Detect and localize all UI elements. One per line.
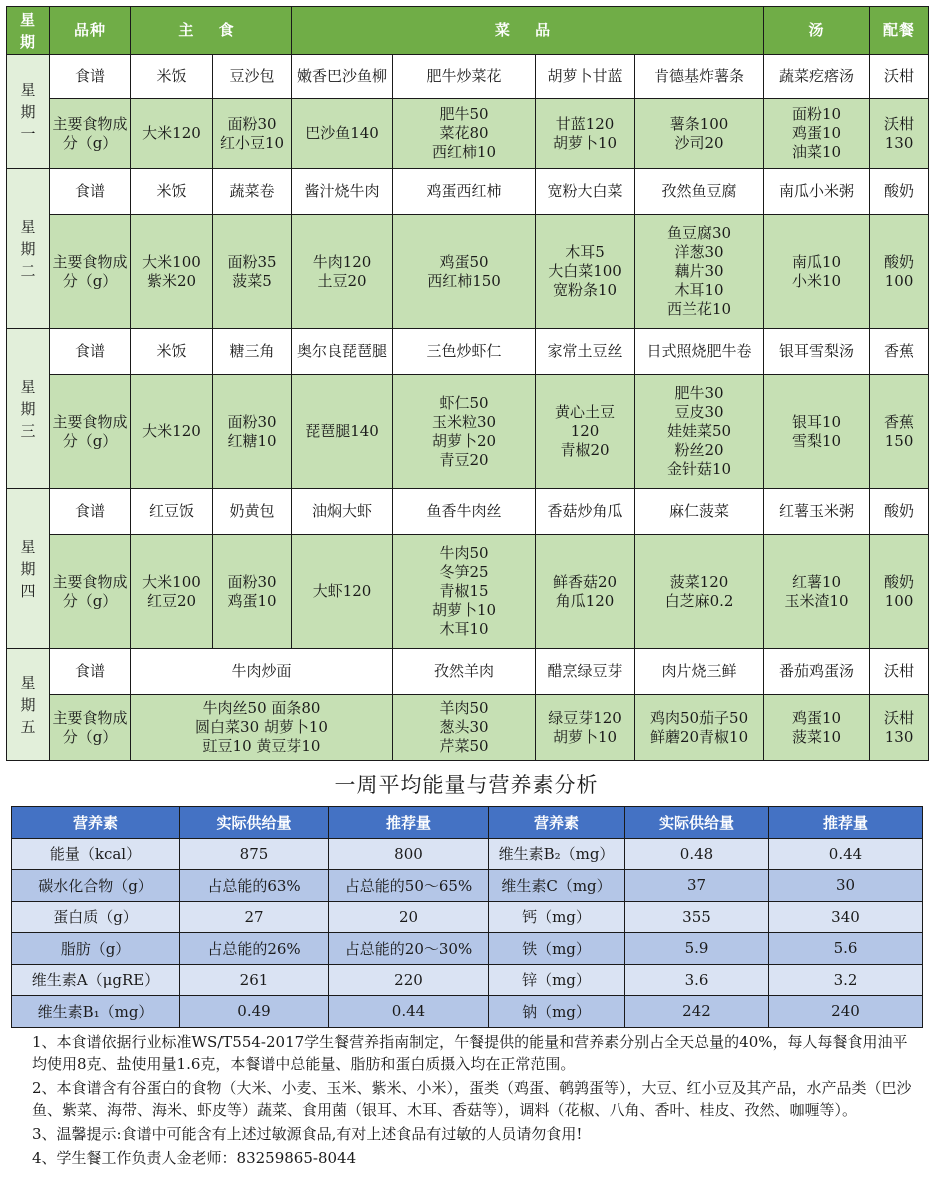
nutrition-header: 营养素 bbox=[489, 807, 625, 839]
tuesday-recipe-row bbox=[7, 169, 929, 215]
recipe-cell: 嫩香巴沙鱼柳 bbox=[292, 55, 393, 99]
recipe-cell: 米饭 bbox=[131, 169, 213, 215]
recommended-value: 20 bbox=[329, 901, 489, 933]
actual-value: 242 bbox=[625, 996, 769, 1028]
nutrition-header: 实际供给量 bbox=[180, 807, 329, 839]
actual-value: 37 bbox=[625, 870, 769, 902]
nutrient-name: 维生素A（μgRE） bbox=[12, 964, 180, 996]
note-item: 4、学生餐工作负责人金老师：83259865-8044 bbox=[32, 1149, 357, 1167]
ingredient-cell: 沃柑 130 bbox=[870, 99, 929, 169]
recipe-cell: 豆沙包 bbox=[213, 55, 292, 99]
nutrient-name: 锌（mg） bbox=[489, 964, 625, 996]
recipe-cell: 酸奶 bbox=[870, 489, 929, 535]
recipe-cell: 奶黄包 bbox=[213, 489, 292, 535]
ingredient-cell: 巴沙鱼140 bbox=[292, 99, 393, 169]
ingredient-cell: 鸡肉50茄子50 鲜蘑20青椒10 bbox=[635, 695, 764, 761]
nutrition-row bbox=[12, 838, 923, 870]
ingredient-cell: 黄心土豆 120 青椒20 bbox=[536, 375, 635, 489]
header-day: 星期 bbox=[7, 7, 50, 55]
day-label-wednesday: 星期三 bbox=[7, 329, 50, 489]
ingredient-cell: 红薯10 玉米渣10 bbox=[764, 535, 870, 649]
actual-value: 0.48 bbox=[625, 838, 769, 870]
recipe-cell: 宽粉大白菜 bbox=[536, 169, 635, 215]
ingredient-cell: 羊肉50 葱头30 芹菜50 bbox=[393, 695, 536, 761]
actual-value: 占总能的63% bbox=[180, 870, 329, 902]
actual-value: 占总能的26% bbox=[180, 933, 329, 965]
nutrient-name: 能量（kcal） bbox=[12, 838, 180, 870]
ingredient-cell: 银耳10 雪梨10 bbox=[764, 375, 870, 489]
ingredient-cell: 薯条100 沙司20 bbox=[635, 99, 764, 169]
recipe-cell: 麻仁菠菜 bbox=[635, 489, 764, 535]
ingredient-cell: 沃柑 130 bbox=[870, 695, 929, 761]
recipe-cell: 家常土豆丝 bbox=[536, 329, 635, 375]
recipe-cell: 红豆饭 bbox=[131, 489, 213, 535]
nutrition-row bbox=[12, 933, 923, 965]
ingredients-label: 主要食物成分（g） bbox=[50, 215, 131, 329]
nutrition-header: 推荐量 bbox=[329, 807, 489, 839]
nutrition-row bbox=[12, 870, 923, 902]
recipe-cell: 沃柑 bbox=[870, 649, 929, 695]
recipe-cell: 肥牛炒菜花 bbox=[393, 55, 536, 99]
header-soup: 汤 bbox=[764, 7, 870, 55]
recipe-cell: 奥尔良琵琶腿 bbox=[292, 329, 393, 375]
recipe-cell: 银耳雪梨汤 bbox=[764, 329, 870, 375]
recipe-cell: 蔬菜卷 bbox=[213, 169, 292, 215]
nutrient-name: 铁（mg） bbox=[489, 933, 625, 965]
ingredient-cell: 酸奶 100 bbox=[870, 535, 929, 649]
ingredient-cell: 大虾120 bbox=[292, 535, 393, 649]
actual-value: 261 bbox=[180, 964, 329, 996]
recommended-value: 30 bbox=[769, 870, 923, 902]
nutrition-header: 推荐量 bbox=[769, 807, 923, 839]
ingredient-cell: 南瓜10 小米10 bbox=[764, 215, 870, 329]
ingredient-cell: 菠菜120 白芝麻0.2 bbox=[635, 535, 764, 649]
nutrition-row bbox=[12, 901, 923, 933]
ingredient-cell: 大米120 bbox=[131, 375, 213, 489]
actual-value: 3.6 bbox=[625, 964, 769, 996]
recipe-cell: 孜然鱼豆腐 bbox=[635, 169, 764, 215]
recipe-label: 食谱 bbox=[50, 55, 131, 99]
actual-value: 0.49 bbox=[180, 996, 329, 1028]
ingredient-cell: 香蕉 150 bbox=[870, 375, 929, 489]
nutrient-name: 碳水化合物（g） bbox=[12, 870, 180, 902]
ingredient-cell: 绿豆芽120 胡萝卜10 bbox=[536, 695, 635, 761]
recipe-cell: 香菇炒角瓜 bbox=[536, 489, 635, 535]
ingredient-cell: 甘蓝120 胡萝卜10 bbox=[536, 99, 635, 169]
ingredient-cell: 面粉10 鸡蛋10 油菜10 bbox=[764, 99, 870, 169]
ingredient-cell: 面粉30 红小豆10 bbox=[213, 99, 292, 169]
recommended-value: 240 bbox=[769, 996, 923, 1028]
recipe-cell: 红薯玉米粥 bbox=[764, 489, 870, 535]
recipe-cell: 孜然羊肉 bbox=[393, 649, 536, 695]
nutrition-title: 一周平均能量与营养素分析 bbox=[334, 773, 599, 797]
nutrition-row bbox=[12, 996, 923, 1028]
monday-ingredient-row bbox=[7, 99, 929, 169]
header-dishes: 菜 品 bbox=[292, 7, 764, 55]
nutrition-table bbox=[11, 806, 923, 1028]
recipe-cell: 米饭 bbox=[131, 55, 213, 99]
day-label-monday: 星期一 bbox=[7, 55, 50, 169]
recipe-cell: 香蕉 bbox=[870, 329, 929, 375]
recipe-cell: 番茄鸡蛋汤 bbox=[764, 649, 870, 695]
ingredient-cell: 牛肉50 冬笋25 青椒15 胡萝卜10 木耳10 bbox=[393, 535, 536, 649]
recipe-cell: 胡萝卜甘蓝 bbox=[536, 55, 635, 99]
recipe-cell: 酱汁烧牛肉 bbox=[292, 169, 393, 215]
nutrient-name: 维生素B₁（mg） bbox=[12, 996, 180, 1028]
recipe-cell: 肉片烧三鲜 bbox=[635, 649, 764, 695]
recommended-value: 占总能的20～30% bbox=[329, 933, 489, 965]
recipe-cell: 鸡蛋西红柿 bbox=[393, 169, 536, 215]
ingredients-label: 主要食物成分（g） bbox=[50, 99, 131, 169]
ingredient-cell: 鸡蛋10 菠菜10 bbox=[764, 695, 870, 761]
ingredient-cell: 大米100 紫米20 bbox=[131, 215, 213, 329]
friday-recipe-row bbox=[7, 649, 929, 695]
day-label-tuesday: 星期二 bbox=[7, 169, 50, 329]
nutrition-header-row bbox=[12, 807, 923, 839]
ingredient-cell: 大米100 红豆20 bbox=[131, 535, 213, 649]
thursday-recipe-row bbox=[7, 489, 929, 535]
day-label-thursday: 星期四 bbox=[7, 489, 50, 649]
recipe-cell: 南瓜小米粥 bbox=[764, 169, 870, 215]
recipe-label: 食谱 bbox=[50, 489, 131, 535]
ingredient-cell: 木耳5 大白菜100 宽粉条10 bbox=[536, 215, 635, 329]
ingredients-label: 主要食物成分（g） bbox=[50, 375, 131, 489]
recipe-label: 食谱 bbox=[50, 169, 131, 215]
ingredient-cell: 鸡蛋50 西红柿150 bbox=[393, 215, 536, 329]
actual-value: 5.9 bbox=[625, 933, 769, 965]
note-item: 1、本食谱依据行业标准WS/T554-2017学生餐营养指南制定，午餐提供的能量和营养素分别占全天总量的40%，每人每餐食用油平均使用8克、盐使用量1.6克，本餐谱中总能量、脂肪和蛋白质摄入均在正常范围。 bbox=[32, 1033, 908, 1073]
ingredient-cell: 虾仁50 玉米粒30 胡萝卜20 青豆20 bbox=[393, 375, 536, 489]
friday-ingredient-row bbox=[7, 695, 929, 761]
nutrient-name: 钠（mg） bbox=[489, 996, 625, 1028]
ingredient-cell: 面粉30 鸡蛋10 bbox=[213, 535, 292, 649]
recipe-cell: 日式照烧肥牛卷 bbox=[635, 329, 764, 375]
ingredients-label: 主要食物成分（g） bbox=[50, 535, 131, 649]
recipe-cell: 酸奶 bbox=[870, 169, 929, 215]
wednesday-ingredient-row bbox=[7, 375, 929, 489]
recipe-cell: 油焖大虾 bbox=[292, 489, 393, 535]
ingredient-cell: 大米120 bbox=[131, 99, 213, 169]
recommended-value: 占总能的50～65% bbox=[329, 870, 489, 902]
actual-value: 27 bbox=[180, 901, 329, 933]
recipe-cell-staple: 牛肉炒面 bbox=[131, 649, 393, 695]
note-item: 2、本食谱含有谷蛋白的食物（大米、小麦、玉米、紫米、小米），蛋类（鸡蛋、鹌鹑蛋等），大豆、红小豆及其产品，水产品类（巴沙鱼、紫菜、海带、海米、虾皮等）蔬菜、食用菌（银耳、木耳、香菇等），调料（花椒、八角、香叶、桂皮、孜然、咖喱等）。 bbox=[32, 1079, 912, 1119]
ingredient-cell: 鱼豆腐30 洋葱30 藕片30 木耳10 西兰花10 bbox=[635, 215, 764, 329]
thursday-ingredient-row bbox=[7, 535, 929, 649]
recommended-value: 3.2 bbox=[769, 964, 923, 996]
ingredient-cell: 酸奶 100 bbox=[870, 215, 929, 329]
nutrient-name: 钙（mg） bbox=[489, 901, 625, 933]
recommended-value: 0.44 bbox=[329, 996, 489, 1028]
nutrition-header: 营养素 bbox=[12, 807, 180, 839]
recommended-value: 220 bbox=[329, 964, 489, 996]
actual-value: 355 bbox=[625, 901, 769, 933]
ingredient-cell-staple: 牛肉丝50 面条80 圆白菜30 胡萝卜10 豇豆10 黄豆芽10 bbox=[131, 695, 393, 761]
wednesday-recipe-row bbox=[7, 329, 929, 375]
nutrient-name: 维生素C（mg） bbox=[489, 870, 625, 902]
actual-value: 875 bbox=[180, 838, 329, 870]
recipe-cell: 鱼香牛肉丝 bbox=[393, 489, 536, 535]
recipe-cell: 蔬菜疙瘩汤 bbox=[764, 55, 870, 99]
header-staple: 主 食 bbox=[131, 7, 292, 55]
recipe-label: 食谱 bbox=[50, 649, 131, 695]
header-side: 配餐 bbox=[870, 7, 929, 55]
recipe-cell: 沃柑 bbox=[870, 55, 929, 99]
recipe-cell: 肯德基炸薯条 bbox=[635, 55, 764, 99]
menu-header-row bbox=[7, 7, 929, 55]
monday-recipe-row bbox=[7, 55, 929, 99]
ingredient-cell: 面粉30 红糖10 bbox=[213, 375, 292, 489]
recipe-cell: 醋烹绿豆芽 bbox=[536, 649, 635, 695]
nutrition-row bbox=[12, 964, 923, 996]
nutrient-name: 脂肪（g） bbox=[12, 933, 180, 965]
nutrition-header: 实际供给量 bbox=[625, 807, 769, 839]
recommended-value: 0.44 bbox=[769, 838, 923, 870]
recommended-value: 5.6 bbox=[769, 933, 923, 965]
nutrient-name: 蛋白质（g） bbox=[12, 901, 180, 933]
note-item: 3、温馨提示:食谱中可能含有上述过敏源食品,有对上述食品有过敏的人员请勿食用! bbox=[32, 1125, 583, 1143]
day-label-friday: 星期五 bbox=[7, 649, 50, 761]
ingredient-cell: 琵琶腿140 bbox=[292, 375, 393, 489]
recipe-cell: 三色炒虾仁 bbox=[393, 329, 536, 375]
ingredients-label: 主要食物成分（g） bbox=[50, 695, 131, 761]
nutrient-name: 维生素B₂（mg） bbox=[489, 838, 625, 870]
recipe-cell: 米饭 bbox=[131, 329, 213, 375]
ingredient-cell: 牛肉120 土豆20 bbox=[292, 215, 393, 329]
ingredient-cell: 肥牛30 豆皮30 娃娃菜50 粉丝20 金针菇10 bbox=[635, 375, 764, 489]
header-variety: 品种 bbox=[50, 7, 131, 55]
recipe-label: 食谱 bbox=[50, 329, 131, 375]
notes-section bbox=[32, 1031, 914, 1169]
ingredient-cell: 肥牛50 菜花80 西红柿10 bbox=[393, 99, 536, 169]
recommended-value: 340 bbox=[769, 901, 923, 933]
tuesday-ingredient-row bbox=[7, 215, 929, 329]
recipe-cell: 糖三角 bbox=[213, 329, 292, 375]
recommended-value: 800 bbox=[329, 838, 489, 870]
weekly-menu-table bbox=[6, 6, 929, 761]
ingredient-cell: 面粉35 菠菜5 bbox=[213, 215, 292, 329]
ingredient-cell: 鲜香菇20 角瓜120 bbox=[536, 535, 635, 649]
